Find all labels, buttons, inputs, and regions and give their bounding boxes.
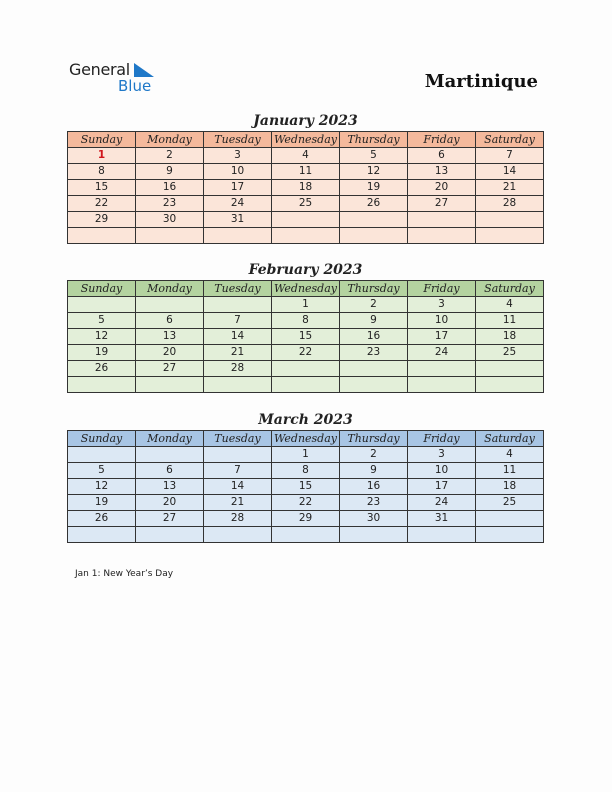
day-cell: 26	[340, 196, 408, 212]
weekday-header: Tuesday	[204, 281, 272, 297]
day-cell: 12	[68, 329, 136, 345]
week-row	[68, 148, 544, 164]
day-cell	[272, 377, 340, 393]
day-cell: 16	[340, 479, 408, 495]
day-cell: 2	[340, 447, 408, 463]
week-row	[68, 228, 544, 244]
logo-text-general: General	[69, 60, 130, 79]
day-cell: 17	[408, 329, 476, 345]
day-cell: 21	[204, 495, 272, 511]
day-cell: 5	[340, 148, 408, 164]
calendar-grid	[67, 280, 544, 393]
day-cell	[340, 228, 408, 244]
day-cell: 13	[408, 164, 476, 180]
day-cell: 22	[272, 345, 340, 361]
day-cell	[476, 361, 544, 377]
weekday-header-row	[68, 431, 544, 447]
day-cell	[68, 377, 136, 393]
weekday-header: Monday	[136, 132, 204, 148]
day-cell: 27	[408, 196, 476, 212]
weekday-header: Friday	[408, 281, 476, 297]
weekday-header: Tuesday	[204, 132, 272, 148]
day-cell: 9	[136, 164, 204, 180]
day-cell	[272, 212, 340, 228]
day-cell	[136, 527, 204, 543]
day-cell: 11	[272, 164, 340, 180]
day-cell	[340, 527, 408, 543]
day-cell: 9	[340, 313, 408, 329]
weekday-header: Thursday	[340, 132, 408, 148]
day-cell: 8	[272, 313, 340, 329]
day-cell: 11	[476, 463, 544, 479]
day-cell: 20	[408, 180, 476, 196]
day-cell	[476, 212, 544, 228]
day-cell: 29	[68, 212, 136, 228]
week-row	[68, 196, 544, 212]
month-march	[67, 410, 544, 543]
day-cell: 3	[408, 447, 476, 463]
day-cell	[476, 527, 544, 543]
day-cell: 6	[136, 313, 204, 329]
day-cell	[408, 228, 476, 244]
day-cell	[204, 228, 272, 244]
day-cell: 11	[476, 313, 544, 329]
weekday-header: Friday	[408, 431, 476, 447]
weekday-header: Saturday	[476, 431, 544, 447]
weekday-header: Monday	[136, 281, 204, 297]
weekday-header-row	[68, 132, 544, 148]
day-cell: 15	[272, 329, 340, 345]
day-cell: 5	[68, 463, 136, 479]
week-row	[68, 361, 544, 377]
week-row	[68, 527, 544, 543]
day-cell: 21	[476, 180, 544, 196]
weekday-header: Saturday	[476, 281, 544, 297]
day-cell: 26	[68, 511, 136, 527]
day-cell: 13	[136, 329, 204, 345]
day-cell	[136, 447, 204, 463]
day-cell	[136, 377, 204, 393]
day-cell	[408, 361, 476, 377]
day-cell: 17	[204, 180, 272, 196]
day-cell: 24	[408, 345, 476, 361]
day-cell: 8	[272, 463, 340, 479]
day-cell: 14	[204, 479, 272, 495]
day-cell	[340, 361, 408, 377]
week-row	[68, 164, 544, 180]
day-cell: 22	[68, 196, 136, 212]
week-row	[68, 212, 544, 228]
week-row	[68, 495, 544, 511]
weekday-header: Friday	[408, 132, 476, 148]
weekday-header-row	[68, 281, 544, 297]
day-cell: 7	[476, 148, 544, 164]
day-cell: 20	[136, 345, 204, 361]
day-cell: 12	[68, 479, 136, 495]
day-cell	[204, 447, 272, 463]
country-title: Martinique	[424, 71, 538, 92]
day-cell: 27	[136, 361, 204, 377]
holiday-note: Jan 1: New Year’s Day	[75, 569, 174, 579]
day-cell: 4	[272, 148, 340, 164]
day-cell: 10	[408, 463, 476, 479]
day-cell: 28	[476, 196, 544, 212]
day-cell	[204, 377, 272, 393]
weekday-header: Thursday	[340, 431, 408, 447]
day-cell	[136, 297, 204, 313]
weekday-header: Monday	[136, 431, 204, 447]
day-cell: 19	[340, 180, 408, 196]
day-cell: 19	[68, 345, 136, 361]
holiday-notes	[75, 569, 173, 579]
calendar-grid	[67, 430, 544, 543]
day-cell: 3	[408, 297, 476, 313]
day-cell	[408, 377, 476, 393]
week-row	[68, 297, 544, 313]
day-cell: 18	[272, 180, 340, 196]
day-cell: 30	[340, 511, 408, 527]
day-cell	[68, 527, 136, 543]
day-cell: 20	[136, 495, 204, 511]
month-title: March 2023	[258, 412, 353, 428]
day-cell	[408, 527, 476, 543]
day-cell	[68, 447, 136, 463]
day-cell: 6	[136, 463, 204, 479]
week-row	[68, 511, 544, 527]
day-cell: 29	[272, 511, 340, 527]
day-cell: 28	[204, 361, 272, 377]
day-cell: 14	[476, 164, 544, 180]
day-cell	[68, 297, 136, 313]
day-cell: 2	[136, 148, 204, 164]
day-cell: 24	[204, 196, 272, 212]
day-cell: 14	[204, 329, 272, 345]
day-cell: 7	[204, 463, 272, 479]
day-cell: 16	[340, 329, 408, 345]
day-cell: 28	[204, 511, 272, 527]
day-cell: 17	[408, 479, 476, 495]
day-cell-holiday: 1	[68, 148, 136, 164]
day-cell: 10	[408, 313, 476, 329]
week-row	[68, 479, 544, 495]
day-cell: 15	[272, 479, 340, 495]
day-cell: 21	[204, 345, 272, 361]
day-cell: 24	[408, 495, 476, 511]
day-cell: 27	[136, 511, 204, 527]
weekday-header: Wednesday	[272, 281, 340, 297]
month-february	[67, 260, 544, 393]
day-cell	[340, 377, 408, 393]
month-title: January 2023	[253, 113, 358, 129]
day-cell: 23	[340, 495, 408, 511]
weekday-header: Thursday	[340, 281, 408, 297]
weekday-header: Saturday	[476, 132, 544, 148]
month-title: February 2023	[248, 262, 363, 278]
day-cell	[204, 527, 272, 543]
weekday-header: Sunday	[68, 132, 136, 148]
day-cell: 2	[340, 297, 408, 313]
week-row	[68, 377, 544, 393]
day-cell: 3	[204, 148, 272, 164]
day-cell	[340, 212, 408, 228]
day-cell	[408, 212, 476, 228]
day-cell	[272, 527, 340, 543]
day-cell: 6	[408, 148, 476, 164]
day-cell: 23	[136, 196, 204, 212]
day-cell: 31	[408, 511, 476, 527]
day-cell	[476, 511, 544, 527]
day-cell: 18	[476, 479, 544, 495]
weekday-header: Wednesday	[272, 431, 340, 447]
weekday-header: Sunday	[68, 431, 136, 447]
day-cell: 25	[476, 495, 544, 511]
calendar-grid	[67, 131, 544, 244]
day-cell: 30	[136, 212, 204, 228]
day-cell	[204, 297, 272, 313]
week-row	[68, 180, 544, 196]
day-cell: 26	[68, 361, 136, 377]
logo-text-blue: Blue	[118, 77, 152, 95]
day-cell: 23	[340, 345, 408, 361]
day-cell: 8	[68, 164, 136, 180]
day-cell: 9	[340, 463, 408, 479]
day-cell: 18	[476, 329, 544, 345]
day-cell: 22	[272, 495, 340, 511]
day-cell: 25	[272, 196, 340, 212]
week-row	[68, 447, 544, 463]
day-cell	[272, 361, 340, 377]
day-cell: 1	[272, 297, 340, 313]
day-cell: 10	[204, 164, 272, 180]
week-row	[68, 345, 544, 361]
day-cell: 25	[476, 345, 544, 361]
day-cell	[68, 228, 136, 244]
day-cell: 7	[204, 313, 272, 329]
day-cell: 13	[136, 479, 204, 495]
day-cell: 16	[136, 180, 204, 196]
weekday-header: Sunday	[68, 281, 136, 297]
day-cell: 4	[476, 297, 544, 313]
day-cell: 4	[476, 447, 544, 463]
week-row	[68, 313, 544, 329]
day-cell	[272, 228, 340, 244]
generalblue-logo	[69, 60, 169, 96]
day-cell: 5	[68, 313, 136, 329]
day-cell: 1	[272, 447, 340, 463]
week-row	[68, 463, 544, 479]
day-cell	[476, 377, 544, 393]
day-cell: 19	[68, 495, 136, 511]
day-cell: 31	[204, 212, 272, 228]
weekday-header: Wednesday	[272, 132, 340, 148]
day-cell	[476, 228, 544, 244]
day-cell: 12	[340, 164, 408, 180]
weekday-header: Tuesday	[204, 431, 272, 447]
week-row	[68, 329, 544, 345]
day-cell: 15	[68, 180, 136, 196]
day-cell	[136, 228, 204, 244]
month-january	[67, 111, 544, 244]
